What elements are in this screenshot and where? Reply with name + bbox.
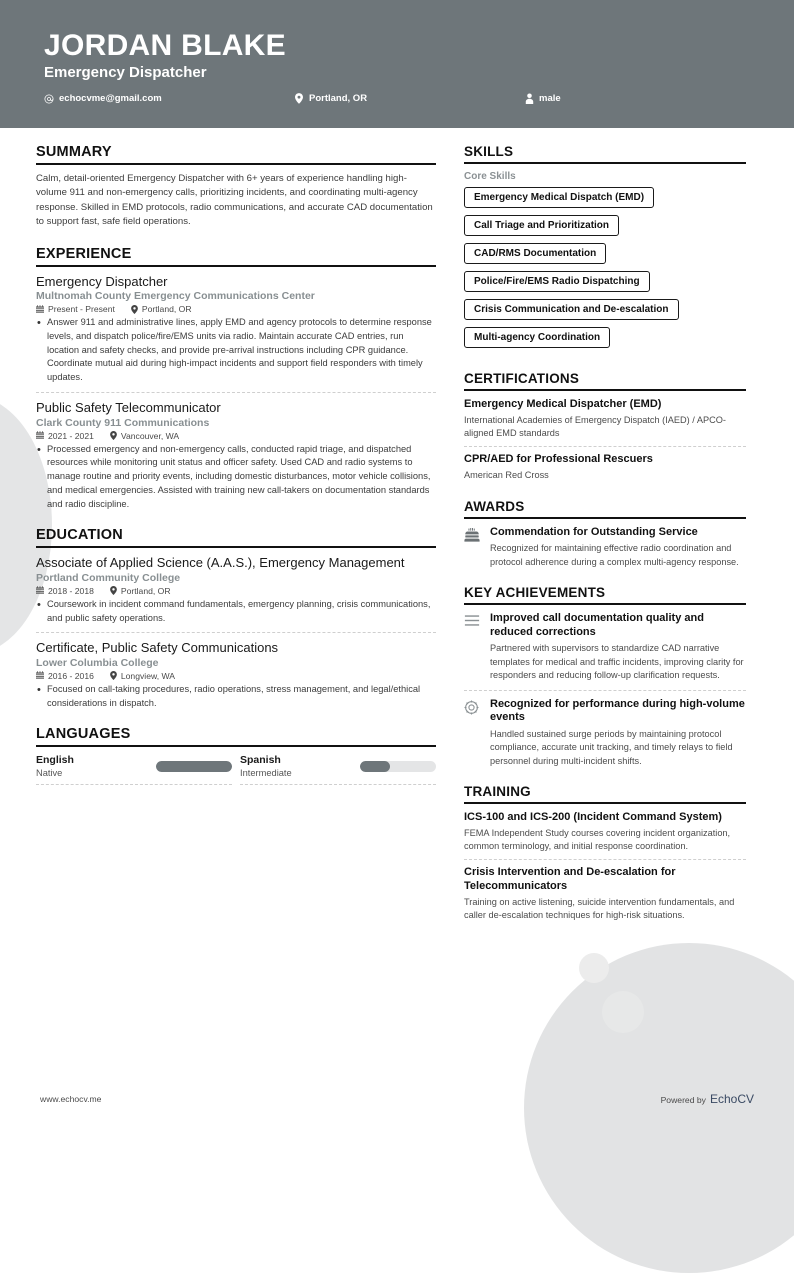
certifications-heading: CERTIFICATIONS	[464, 371, 746, 391]
calendar-icon	[36, 586, 44, 595]
experience-entry	[36, 274, 436, 393]
bullet: • Coursework in incident command fundamentals, emergency planning, crisis communications, and public safety operations.	[36, 598, 436, 626]
education-school: Lower Columbia College	[36, 656, 159, 669]
languages-heading: LANGUAGES	[36, 726, 436, 747]
certification-name: CPR/AED for Professional Rescuers	[464, 453, 653, 466]
footer-website[interactable]: www.echocv.me	[40, 1094, 102, 1104]
section-experience	[36, 246, 436, 512]
experience-location-text: Vancouver, WA	[120, 430, 180, 441]
education-location	[110, 586, 171, 596]
language-level: Native	[36, 767, 63, 778]
award-content	[490, 526, 746, 569]
certification-entry	[464, 453, 746, 482]
language-proficiency-bar	[360, 761, 436, 772]
summary-heading: SUMMARY	[36, 144, 436, 165]
education-dates-text: 2016 - 2016	[48, 670, 94, 681]
calendar-icon	[36, 671, 44, 680]
training-entry	[464, 811, 746, 860]
awards-heading: AWARDS	[464, 499, 746, 519]
skill-pill: Call Triage and Prioritization	[464, 215, 619, 236]
brand-name[interactable]: EchoCV	[709, 1092, 754, 1106]
section-key-achievements	[464, 585, 746, 768]
experience-role: Emergency Dispatcher	[36, 273, 168, 289]
contact-location-text: Portland, OR	[309, 93, 368, 105]
contact-email[interactable]	[44, 93, 294, 104]
achievement-entry	[464, 612, 746, 691]
education-dates-text: 2018 - 2018	[48, 585, 94, 596]
education-location	[110, 671, 175, 681]
section-training	[464, 784, 746, 923]
certification-entry	[464, 398, 746, 447]
experience-location	[131, 304, 192, 314]
education-meta	[36, 586, 436, 596]
experience-role: Public Safety Telecommunicator	[36, 399, 221, 415]
experience-meta	[36, 431, 436, 441]
at-circle-icon	[44, 93, 54, 104]
experience-dates-text: 2021 - 2021	[48, 430, 94, 441]
education-degree: Certificate, Public Safety Communications	[36, 640, 279, 656]
resume-footer	[0, 1075, 794, 1123]
bullet: • Processed emergency and non-emergency calls, conducted rapid triage, and dispatched resources while monitoring unit status and officer safety. Used CAD and radio systems to manage routine and priority events, including domestic disturbances, motor vehicle collisions, and medical emergencies. Assisted with training new call-takers on documentation standards and radio discipline.	[36, 443, 436, 512]
section-awards	[464, 499, 746, 569]
experience-bullets	[36, 316, 436, 385]
map-pin-icon	[110, 586, 117, 595]
experience-location	[110, 431, 179, 441]
map-pin-icon	[131, 305, 138, 314]
training-name: Crisis Intervention and De-escalation for Telecommunicators	[464, 866, 676, 893]
education-entry	[36, 555, 436, 633]
achievement-name: Recognized for performance during high-volume events	[490, 697, 745, 724]
contact-row	[44, 93, 750, 104]
education-dates	[36, 586, 94, 596]
training-entry	[464, 866, 746, 922]
experience-location-text: Portland, OR	[141, 304, 192, 315]
experience-org: Multnomah County Emergency Communications Center	[36, 290, 315, 303]
language-info	[240, 754, 292, 777]
list-lines-icon	[464, 612, 481, 683]
skill-pill: CAD/RMS Documentation	[464, 243, 606, 264]
calendar-icon	[36, 305, 44, 314]
experience-org: Clark County 911 Communications	[36, 416, 210, 429]
powered-by	[661, 1092, 754, 1106]
skill-pill: Emergency Medical Dispatch (EMD)	[464, 187, 654, 208]
experience-dates	[36, 431, 94, 441]
language-proficiency-fill	[360, 761, 390, 772]
award-description: Recognized for maintaining effective radio coordination and protocol adherence during a complex multi-agency response.	[490, 543, 739, 567]
training-description: Training on active listening, suicide intervention fundamentals, and caller de-escalation techniques for high-risk situations.	[464, 896, 735, 921]
candidate-job-title: Emergency Dispatcher	[44, 64, 207, 82]
decorative-circle-small-2	[579, 953, 609, 983]
summary-text: Calm, detail-oriented Emergency Dispatcher with 6+ years of experience handling high-volume 911 and non-emergency calls, prioritizing incidents, and coordinating multi-agency response. Skilled in EMD protocols, radio communications, and accurate CAD documentation to support fast, safe field operations.	[36, 173, 433, 228]
achievement-description: Partnered with supervisors to standardize CAD narrative templates for medical and traffic incidents, improving clarity for responders and reducing follow-up clarification requests.	[490, 643, 744, 681]
section-languages	[36, 726, 436, 784]
languages-grid	[36, 754, 436, 784]
skill-pill: Police/Fire/EMS Radio Dispatching	[464, 271, 650, 292]
achievement-content	[490, 612, 746, 683]
training-description: FEMA Independent Study courses covering incident organization, common terminology, and initial response coordination.	[464, 827, 731, 852]
education-heading: EDUCATION	[36, 527, 436, 548]
education-location-text: Portland, OR	[120, 585, 171, 596]
contact-gender	[524, 93, 561, 104]
language-proficiency-bar	[156, 761, 232, 772]
left-column	[36, 144, 436, 939]
language-info	[36, 754, 74, 777]
skill-pill: Multi-agency Coordination	[464, 327, 610, 348]
calendar-icon	[36, 431, 44, 440]
map-pin-icon	[110, 431, 117, 440]
language-proficiency-fill	[156, 761, 232, 772]
language-level: Intermediate	[240, 767, 292, 778]
powered-by-label: Powered by	[660, 1095, 706, 1105]
key-achievements-heading: KEY ACHIEVEMENTS	[464, 585, 746, 605]
language-name: English	[36, 754, 74, 767]
achievement-entry	[464, 698, 746, 769]
education-entry	[36, 640, 436, 710]
map-pin-icon	[294, 93, 304, 104]
section-summary	[36, 144, 436, 230]
decorative-circle-small	[602, 991, 644, 1033]
certification-name: Emergency Medical Dispatcher (EMD)	[464, 398, 662, 410]
education-bullets	[36, 683, 436, 711]
candidate-name: JORDAN BLAKE	[44, 29, 286, 62]
skills-group-label: Core Skills	[464, 171, 516, 182]
award-name: Commendation for Outstanding Service	[490, 525, 698, 538]
language-name: Spanish	[240, 754, 281, 767]
award-trophy-icon	[464, 526, 481, 569]
resume-body	[0, 128, 794, 939]
bullet: • Answer 911 and administrative lines, apply EMD and agency protocols to determine response levels, and dispatch police/fire/EMS units via radio. Maintain accurate CAD entries, run location and safety checks, and provide pre-arrival instructions including CPR guidance. Coordinate mutual aid during high-impact incidents and support field responders with timely updates.	[36, 316, 436, 385]
contact-location	[294, 93, 524, 104]
education-degree: Associate of Applied Science (A.A.S.), Emergency Management	[36, 555, 405, 571]
gear-icon	[464, 698, 481, 769]
resume-header	[0, 0, 794, 128]
experience-bullets	[36, 443, 436, 512]
skills-heading: SKILLS	[464, 144, 746, 164]
certification-issuer: American Red Cross	[464, 470, 549, 481]
contact-gender-text: male	[539, 93, 561, 105]
section-skills	[464, 144, 746, 355]
contact-email-text: echocvme@gmail.com	[59, 93, 162, 105]
training-heading: TRAINING	[464, 784, 746, 804]
education-location-text: Longview, WA	[120, 670, 176, 681]
achievement-description: Handled sustained surge periods by maintaining protocol compliance, accurate unit tracking, and timely relays to field personnel during multi-incident shifts.	[490, 729, 733, 766]
experience-entry	[36, 400, 436, 511]
education-meta	[36, 671, 436, 681]
experience-heading: EXPERIENCE	[36, 246, 436, 267]
skill-pill: Crisis Communication and De-escalation	[464, 299, 679, 320]
certification-issuer: International Academies of Emergency Dispatch (IAED) / APCO-aligned EMD standards	[464, 414, 726, 439]
bullet: • Focused on call-taking procedures, radio operations, stress management, and legal/ethical considerations in dispatch.	[36, 683, 436, 711]
language-item	[36, 754, 232, 784]
education-dates	[36, 671, 94, 681]
skills-list	[464, 187, 746, 355]
map-pin-icon	[110, 671, 117, 680]
achievement-name: Improved call documentation quality and reduced corrections	[490, 611, 704, 638]
experience-dates	[36, 304, 115, 314]
section-education	[36, 527, 436, 710]
award-entry	[464, 526, 746, 569]
education-bullets	[36, 598, 436, 626]
experience-meta	[36, 304, 436, 314]
person-icon	[524, 93, 534, 104]
section-certifications	[464, 371, 746, 483]
right-column	[464, 144, 746, 939]
achievement-content	[490, 698, 746, 769]
training-name: ICS-100 and ICS-200 (Incident Command System)	[464, 811, 722, 824]
language-item	[240, 754, 436, 784]
education-school: Portland Community College	[36, 571, 181, 584]
experience-dates-text: Present - Present	[48, 304, 115, 315]
